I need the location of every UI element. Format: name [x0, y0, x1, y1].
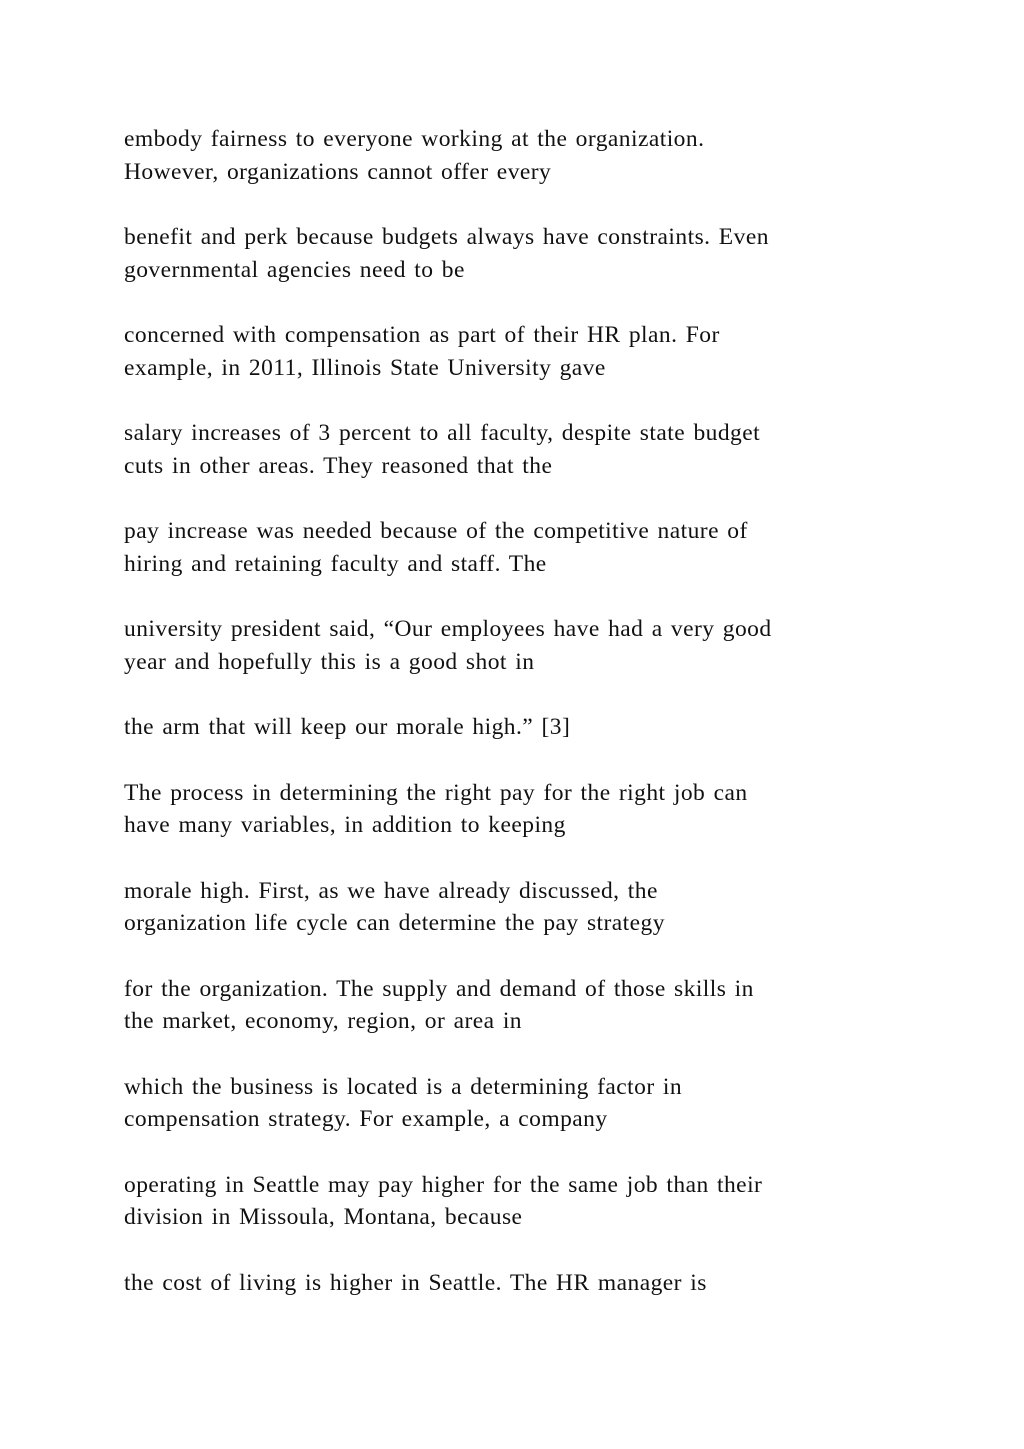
- text-line: which the business is located is a determining factor in: [124, 1073, 683, 1100]
- text-line: the arm that will keep our morale high.” [3]: [124, 714, 571, 740]
- paragraph: [124, 1267, 924, 1300]
- text-line: operating in Seattle may pay higher for the same job than their: [124, 1171, 763, 1198]
- text-line: pay increase was needed because of the competitive nature of: [124, 518, 748, 544]
- text-line: university president said, “Our employees have had a very good: [124, 616, 772, 642]
- text-line: hiring and retaining faculty and staff. The: [124, 550, 547, 577]
- paragraph: [124, 417, 924, 482]
- text-line: division in Missoula, Montana, because: [124, 1204, 523, 1230]
- text-line: morale high. First, as we have already discussed, the: [124, 877, 658, 904]
- paragraph: [124, 221, 924, 286]
- paragraph: [124, 973, 924, 1038]
- paragraph: [124, 613, 924, 678]
- text-line: governmental agencies need to be: [124, 256, 465, 283]
- paragraph: [124, 1169, 924, 1234]
- paragraph: [124, 1071, 924, 1136]
- text-line: However, organizations cannot offer every: [124, 158, 552, 185]
- text-line: concerned with compensation as part of their HR plan. For: [124, 322, 720, 348]
- paragraph: [124, 515, 924, 580]
- paragraph: [124, 875, 924, 940]
- paragraph: [124, 123, 924, 188]
- text-line: salary increases of 3 percent to all faculty, despite state budget: [124, 420, 761, 446]
- text-line: The process in determining the right pay for the right job can: [124, 779, 748, 806]
- text-line: example, in 2011, Illinois State University gave: [124, 354, 606, 381]
- text-line: the market, economy, region, or area in: [124, 1008, 522, 1034]
- text-line: organization life cycle can determine the pay strategy: [124, 910, 665, 936]
- text-line: compensation strategy. For example, a company: [124, 1106, 608, 1132]
- text-line: cuts in other areas. They reasoned that the: [124, 452, 553, 479]
- paragraph: [124, 319, 924, 384]
- text-line: benefit and perk because budgets always have constraints. Even: [124, 224, 769, 250]
- text-line: have many variables, in addition to keeping: [124, 812, 566, 838]
- text-line: the cost of living is higher in Seattle. The HR manager is: [124, 1269, 707, 1296]
- body-text: [124, 123, 924, 1332]
- paragraph: [124, 711, 924, 744]
- text-line: embody fairness to everyone working at the organization.: [124, 126, 705, 152]
- text-line: year and hopefully this is a good shot in: [124, 648, 535, 675]
- text-line: for the organization. The supply and demand of those skills in: [124, 975, 754, 1002]
- paragraph: [124, 777, 924, 842]
